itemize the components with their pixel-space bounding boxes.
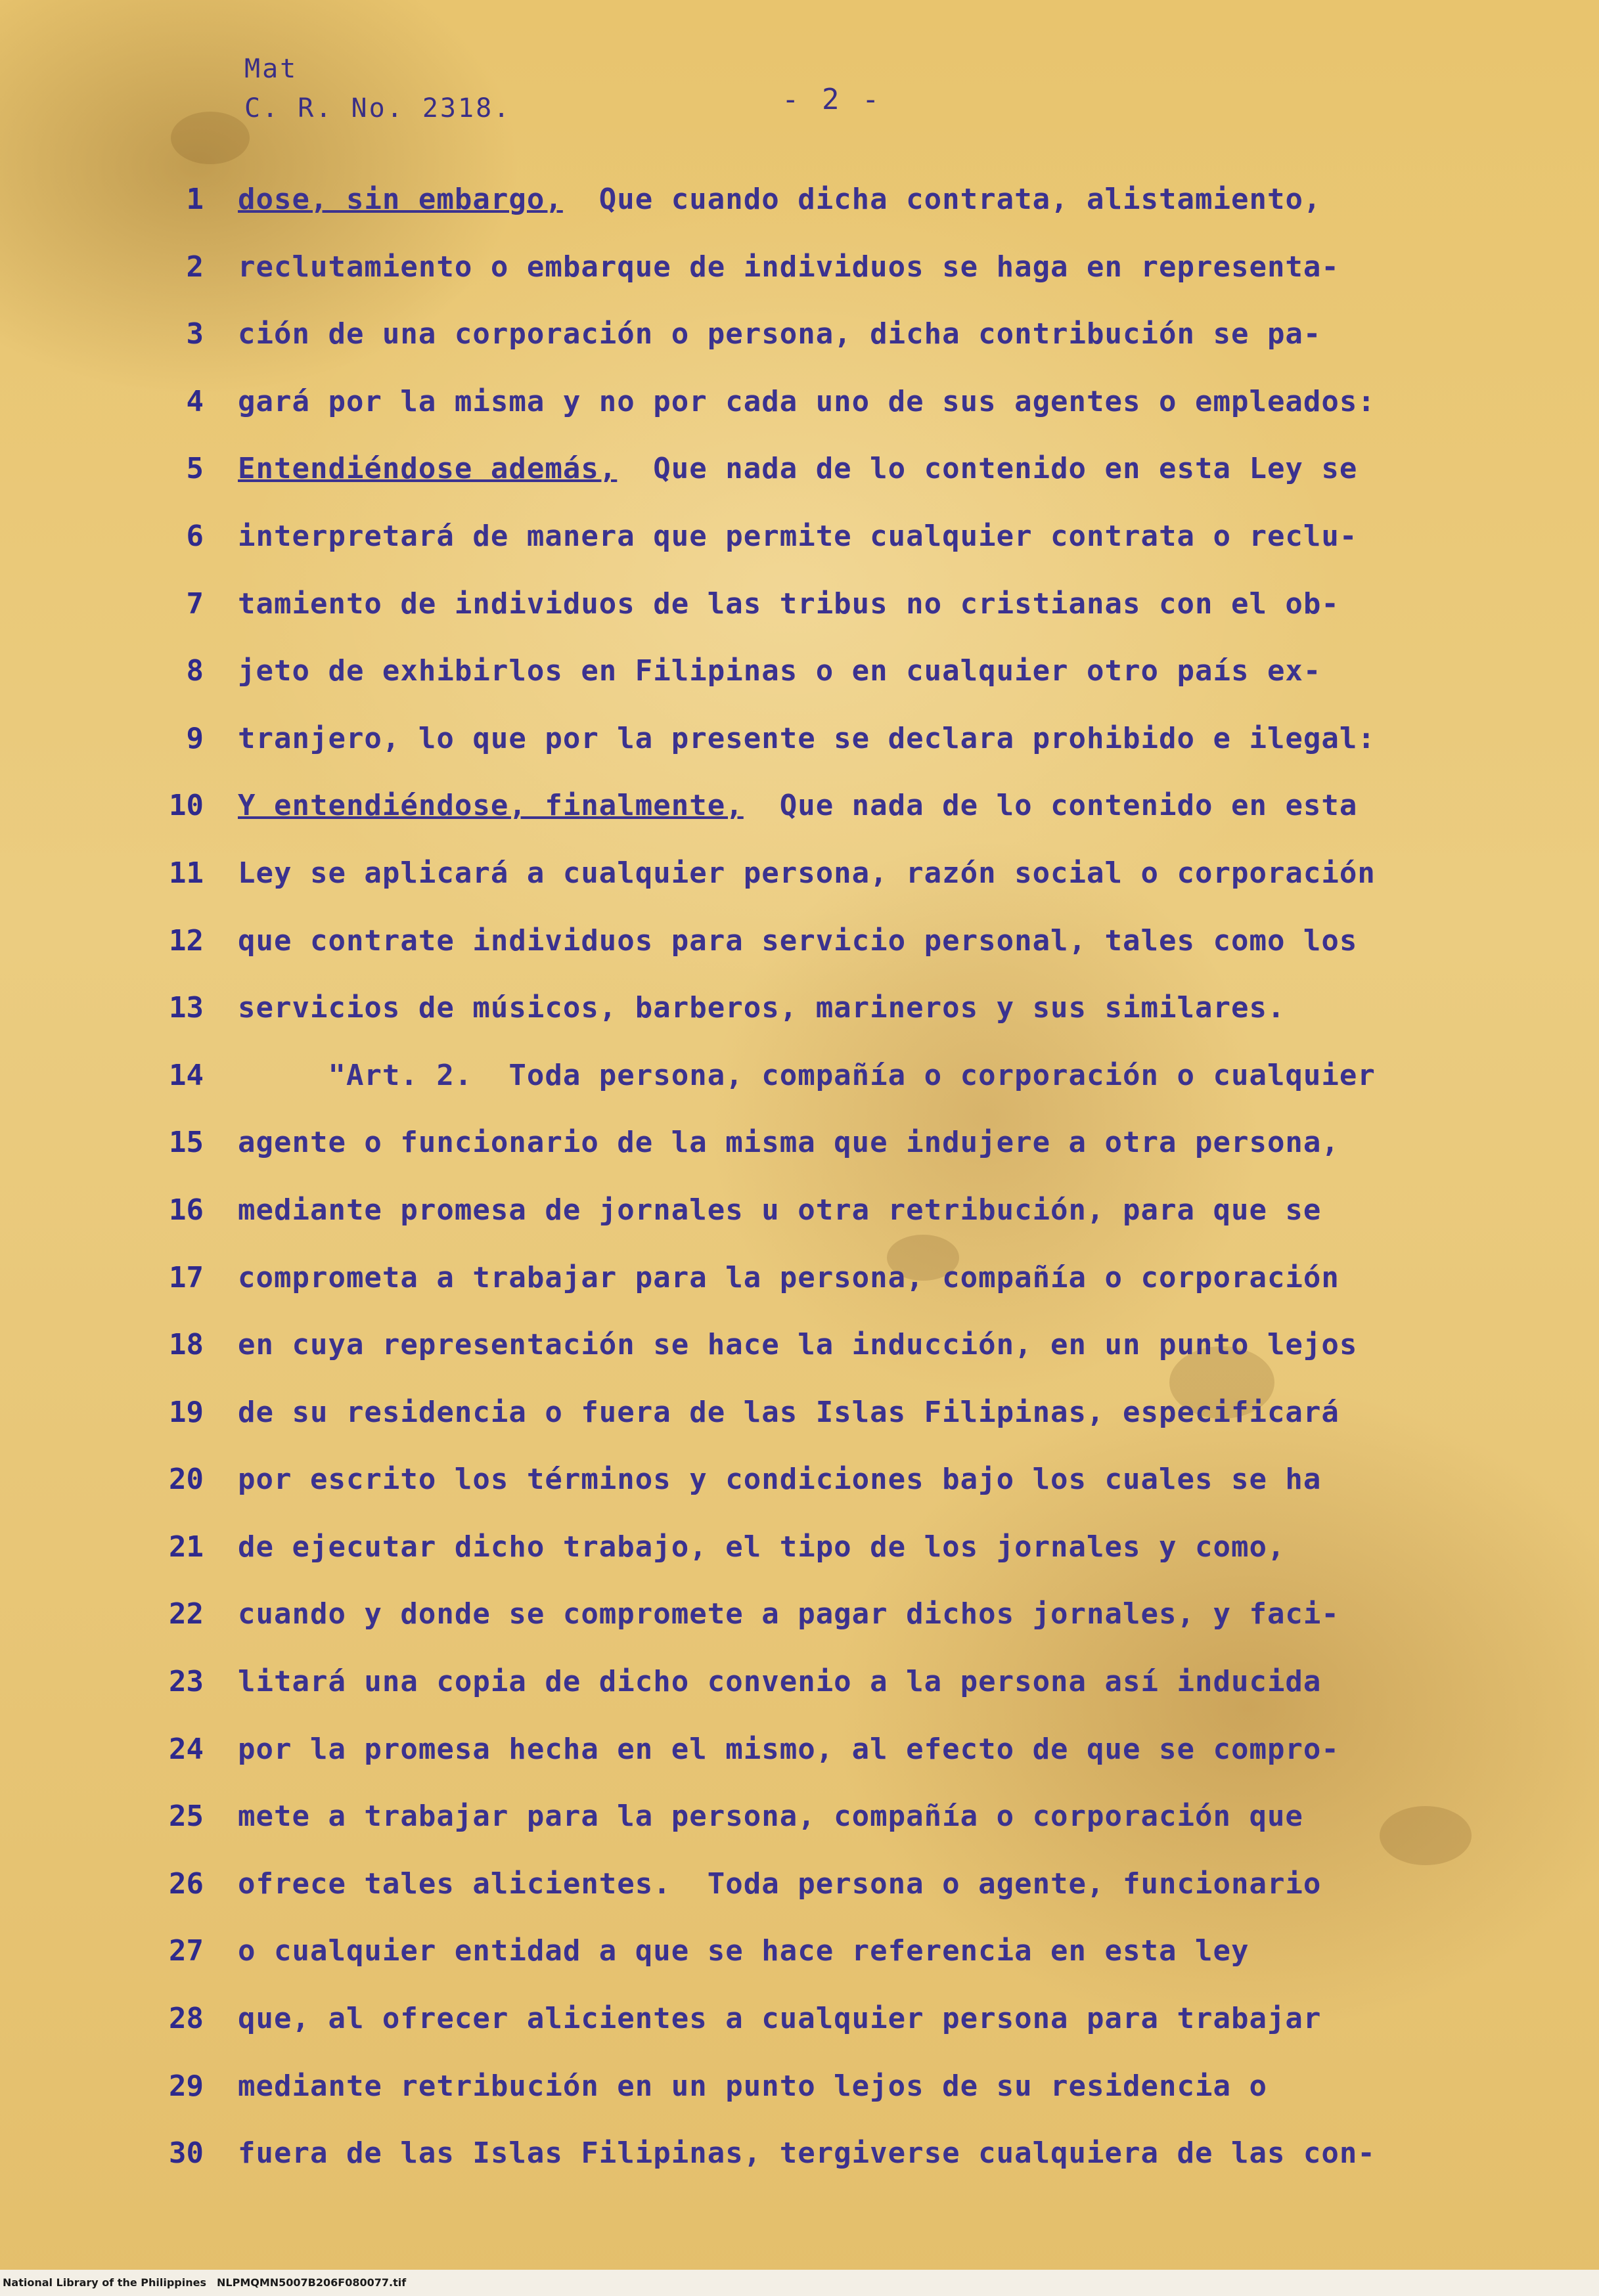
line-number: 6 <box>186 519 204 553</box>
line-number: 9 <box>186 721 204 755</box>
line-text <box>238 1396 1340 1429</box>
text-line <box>0 1055 1599 1122</box>
numbered-text-body <box>0 179 1599 2200</box>
text-line <box>0 246 1599 314</box>
line-segment: agente o funcionario de la misma que indujere a otra persona, <box>238 1126 1340 1160</box>
text-line <box>0 179 1599 246</box>
line-text <box>238 1261 1340 1294</box>
line-segment: fuera de las Islas Filipinas, tergiverse cualquiera de las con- <box>238 2136 1376 2171</box>
text-line <box>0 381 1599 449</box>
text-line <box>0 1324 1599 1392</box>
line-number: 25 <box>169 1799 204 1834</box>
line-number: 17 <box>169 1260 204 1294</box>
text-line <box>0 1526 1599 1594</box>
line-segment: servicios de músicos, barberos, marineros y sus similares. <box>238 991 1286 1025</box>
line-text <box>238 1867 1321 1901</box>
line-number: 5 <box>186 452 204 486</box>
line-number: 16 <box>169 1193 204 1227</box>
line-segment: mete a trabajar para la persona, compañía o corporación que <box>238 1799 1303 1834</box>
line-text <box>238 924 1357 958</box>
file-name: NLPMQMN5007B206F080077.tif <box>217 2276 407 2289</box>
line-text <box>238 1799 1303 1833</box>
line-number: 20 <box>169 1463 204 1497</box>
text-line <box>0 1392 1599 1459</box>
line-number: 23 <box>169 1665 204 1699</box>
line-number: 22 <box>169 1597 204 1631</box>
text-line <box>0 2065 1599 2133</box>
line-text <box>238 1328 1357 1361</box>
line-segment: Que cuando dicha contrata, alistamiento, <box>562 183 1322 216</box>
line-text <box>238 250 1340 284</box>
underlined-text: Entendiéndose además, <box>238 452 618 486</box>
library-credit: National Library of the Philippines <box>3 2276 206 2289</box>
text-line <box>0 1257 1599 1325</box>
line-number: 28 <box>169 2002 204 2036</box>
line-segment: ción de una corporación o persona, dicha contribución se pa- <box>238 317 1322 351</box>
line-text <box>238 183 1321 216</box>
line-text <box>238 2136 1376 2170</box>
line-segment: por escrito los términos y condiciones bajo los cuales se ha <box>238 1463 1322 1497</box>
text-line <box>0 448 1599 516</box>
line-segment: litará una copia de dicho convenio a la persona así inducida <box>238 1665 1322 1699</box>
text-line <box>0 1729 1599 1796</box>
line-text <box>238 654 1321 688</box>
footer-bar <box>0 2270 1599 2296</box>
line-text <box>238 1597 1340 1631</box>
text-line <box>0 650 1599 718</box>
page-number: - 2 - <box>782 83 882 116</box>
text-line <box>0 1998 1599 2065</box>
line-segment: tranjero, lo que por la presente se declara prohibido e ilegal: <box>238 721 1376 755</box>
text-line <box>0 852 1599 920</box>
line-text <box>238 722 1376 755</box>
line-segment: Que nada de lo contenido en esta <box>743 789 1358 823</box>
line-segment: de su residencia o fuera de las Islas Filipinas, especificará <box>238 1395 1340 1429</box>
line-text <box>238 856 1376 890</box>
line-segment: que contrate individuos para servicio personal, tales como los <box>238 923 1358 958</box>
line-text <box>238 385 1376 418</box>
line-segment: reclutamiento o embarque de individuos se haga en representa- <box>238 250 1340 284</box>
line-text <box>238 587 1340 621</box>
line-number: 29 <box>169 2069 204 2103</box>
line-number: 26 <box>169 1866 204 1901</box>
line-text <box>238 1126 1340 1159</box>
text-line <box>0 1189 1599 1257</box>
line-number: 10 <box>169 789 204 823</box>
text-line <box>0 2132 1599 2200</box>
text-line <box>0 718 1599 785</box>
paper-stain <box>171 112 250 164</box>
header-initials: Mat <box>244 54 298 84</box>
line-number: 3 <box>186 317 204 351</box>
underlined-text: dose, sin embargo, <box>238 183 563 216</box>
text-line <box>0 1122 1599 1189</box>
line-number: 14 <box>169 1058 204 1092</box>
text-line <box>0 1930 1599 1998</box>
line-segment: que, al ofrecer alicientes a cualquier persona para trabajar <box>238 2002 1322 2036</box>
line-number: 27 <box>169 1934 204 1968</box>
line-text <box>238 2069 1267 2103</box>
line-number: 7 <box>186 586 204 621</box>
line-text <box>238 1665 1321 1698</box>
line-text <box>238 1193 1321 1227</box>
line-number: 12 <box>169 923 204 958</box>
line-segment: mediante retribución en un punto lejos de su residencia o <box>238 2069 1267 2103</box>
text-line <box>0 516 1599 583</box>
text-line <box>0 1459 1599 1526</box>
line-number: 30 <box>169 2136 204 2171</box>
line-number: 2 <box>186 250 204 284</box>
line-number: 21 <box>169 1530 204 1564</box>
line-text <box>238 991 1285 1025</box>
line-segment: jeto de exhibirlos en Filipinas o en cualquier otro país ex- <box>238 654 1322 688</box>
line-text <box>238 452 1357 485</box>
text-line <box>0 1661 1599 1729</box>
line-number: 15 <box>169 1126 204 1160</box>
line-text <box>238 1059 1376 1092</box>
line-segment: "Art. 2. Toda persona, compañía o corporación o cualquier <box>238 1058 1376 1092</box>
text-line <box>0 1593 1599 1661</box>
line-number: 13 <box>169 991 204 1025</box>
text-line <box>0 987 1599 1055</box>
line-segment: mediante promesa de jornales u otra retribución, para que se <box>238 1193 1322 1227</box>
document-header <box>244 49 511 128</box>
line-text <box>238 519 1357 553</box>
line-segment: ofrece tales alicientes. Toda persona o agente, funcionario <box>238 1866 1322 1901</box>
line-text <box>238 2002 1321 2035</box>
line-number: 4 <box>186 384 204 418</box>
line-number: 24 <box>169 1732 204 1766</box>
line-text <box>238 1463 1321 1496</box>
line-segment: o cualquier entidad a que se hace referencia en esta ley <box>238 1934 1250 1968</box>
text-line <box>0 1796 1599 1863</box>
line-number: 19 <box>169 1395 204 1429</box>
line-text <box>238 1733 1340 1766</box>
line-segment: de ejecutar dicho trabajo, el tipo de los jornales y como, <box>238 1530 1286 1564</box>
text-line <box>0 920 1599 988</box>
text-line <box>0 313 1599 381</box>
line-segment: gará por la misma y no por cada uno de sus agentes o empleados: <box>238 384 1376 418</box>
line-number: 18 <box>169 1328 204 1362</box>
line-number: 8 <box>186 654 204 688</box>
line-segment: interpretará de manera que permite cualquier contrata o reclu- <box>238 519 1358 553</box>
line-text <box>238 789 1357 822</box>
line-text <box>238 317 1321 351</box>
line-segment: Ley se aplicará a cualquier persona, razón social o corporación <box>238 856 1376 890</box>
line-text <box>238 1934 1249 1968</box>
line-segment: por la promesa hecha en el mismo, al efecto de que se compro- <box>238 1732 1340 1766</box>
line-segment: Que nada de lo contenido en esta Ley se <box>617 452 1358 486</box>
line-segment: comprometa a trabajar para la persona, compañía o corporación <box>238 1260 1340 1294</box>
text-line <box>0 785 1599 852</box>
bill-number: C. R. No. 2318. <box>244 93 512 123</box>
underlined-text: Y entendiéndose, finalmente, <box>238 789 744 823</box>
line-number: 11 <box>169 856 204 890</box>
line-text <box>238 1530 1285 1564</box>
line-segment: en cuya representación se hace la inducción, en un punto lejos <box>238 1328 1358 1362</box>
line-segment: tamiento de individuos de las tribus no cristianas con el ob- <box>238 586 1340 621</box>
text-line <box>0 1863 1599 1931</box>
line-number: 1 <box>186 183 204 216</box>
line-segment: cuando y donde se compromete a pagar dichos jornales, y faci- <box>238 1597 1340 1631</box>
text-line <box>0 583 1599 651</box>
